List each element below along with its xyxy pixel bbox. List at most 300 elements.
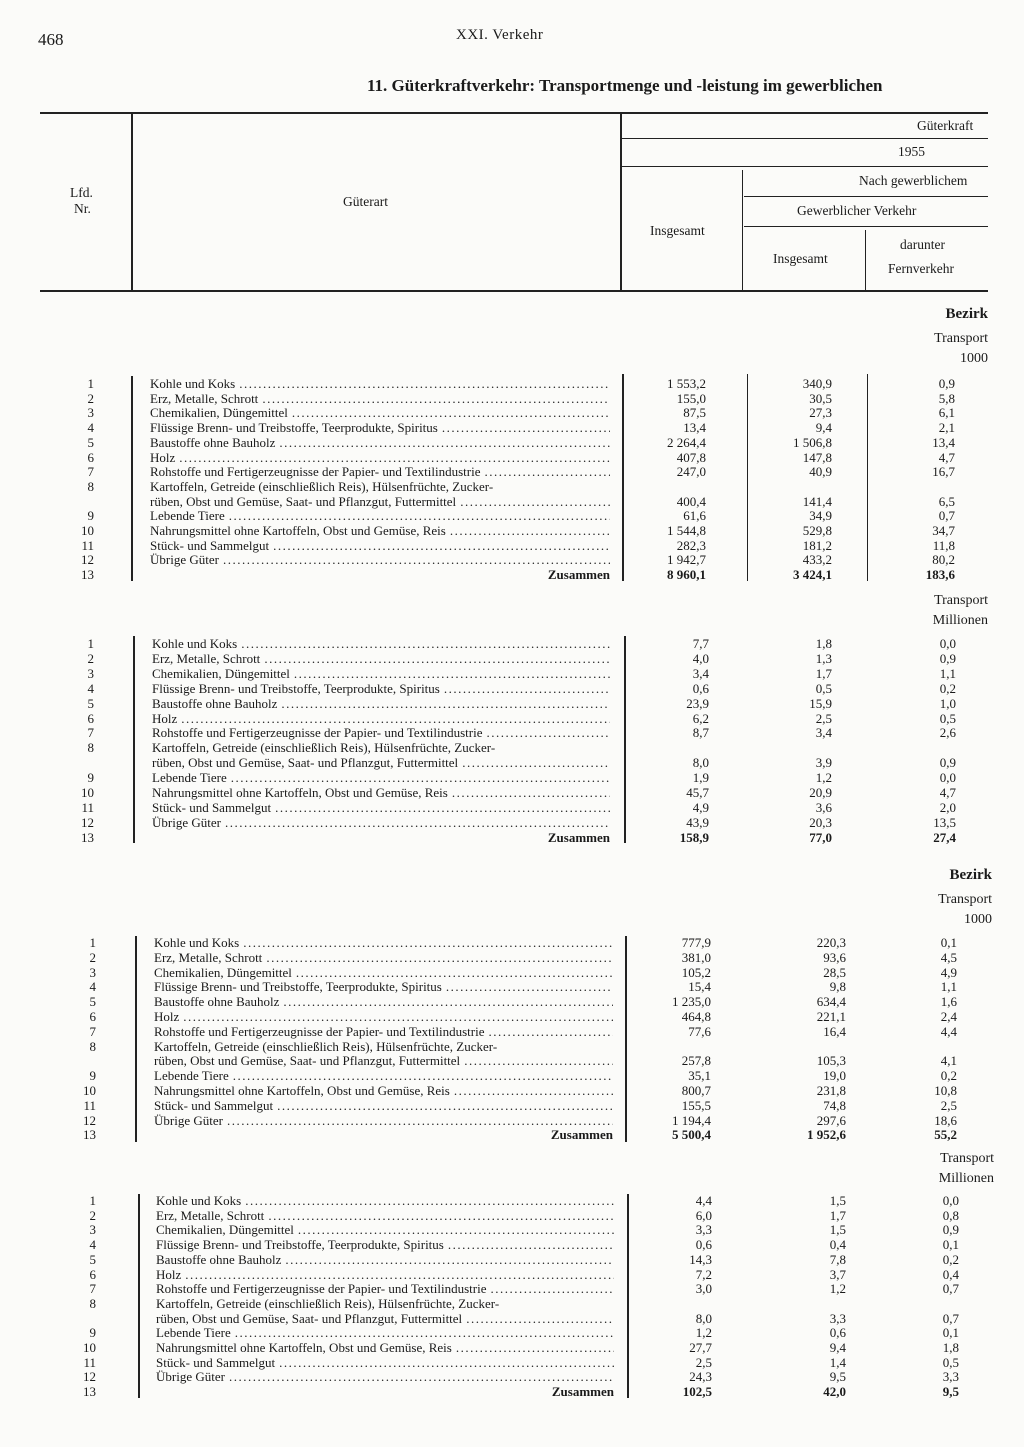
goods-label-text: Chemikalien, Düngemittel xyxy=(150,405,288,421)
table-row xyxy=(0,979,1024,994)
table-row xyxy=(0,770,1024,785)
value-insgesamt: 13,4 xyxy=(683,420,706,436)
goods-label xyxy=(154,1068,613,1083)
value-gewerblich-insgesamt: 77,0 xyxy=(809,829,832,845)
value-gewerblich-insgesamt: 3,4 xyxy=(815,725,832,741)
value-gewerblich-insgesamt: 1 952,6 xyxy=(807,1127,846,1143)
section-transport: Transport xyxy=(934,593,988,608)
total-label-text: Zusammen xyxy=(547,829,610,845)
value-gewerblich-insgesamt: 28,5 xyxy=(823,964,846,980)
value-insgesamt: 4,9 xyxy=(692,799,709,815)
leader-dots xyxy=(489,1024,613,1039)
goods-label xyxy=(152,711,610,726)
value-insgesamt: 87,5 xyxy=(683,405,706,421)
value-gewerblich-insgesamt: 231,8 xyxy=(816,1083,846,1098)
goods-label xyxy=(152,755,610,770)
table-row xyxy=(0,1267,1024,1282)
value-fernverkehr: 0,9 xyxy=(938,376,955,391)
value-fernverkehr: 0,0 xyxy=(939,636,956,651)
goods-label-text: Baustoffe ohne Bauholz xyxy=(152,695,278,711)
value-fernverkehr: 55,2 xyxy=(934,1127,957,1143)
leader-dots xyxy=(466,1311,614,1326)
table-row xyxy=(0,1098,1024,1113)
table-row xyxy=(0,1193,1024,1208)
row-number: 1 xyxy=(89,935,96,950)
value-fernverkehr: 1,0 xyxy=(939,695,956,711)
leader-dots xyxy=(225,815,610,830)
value-fernverkehr: 13,5 xyxy=(933,814,956,830)
value-gewerblich-insgesamt: 181,2 xyxy=(802,537,832,553)
leader-dots xyxy=(487,725,610,740)
row-number: 11 xyxy=(83,1354,96,1370)
value-insgesamt: 7,2 xyxy=(695,1266,712,1282)
goods-label-text: Holz xyxy=(156,1266,182,1282)
leader-dots xyxy=(464,1053,613,1068)
section-bezirk: Bezirk xyxy=(949,867,992,883)
table-row xyxy=(0,994,1024,1009)
leader-dots xyxy=(239,376,610,391)
goods-label-text: Lebende Tiere xyxy=(154,1068,229,1084)
goods-label xyxy=(154,1083,613,1098)
row-number: 1 xyxy=(87,636,94,651)
value-insgesamt: 257,8 xyxy=(681,1053,711,1069)
goods-label xyxy=(156,1281,614,1296)
value-fernverkehr: 0,7 xyxy=(938,508,955,524)
table-row xyxy=(0,935,1024,950)
value-insgesamt: 14,3 xyxy=(689,1251,712,1267)
value-gewerblich-insgesamt: 9,4 xyxy=(815,420,832,436)
goods-label xyxy=(150,494,610,509)
row-number: 5 xyxy=(89,1251,96,1267)
goods-label-text: rüben, Obst und Gemüse, Saat- und Pflanzgut, Futtermittel xyxy=(156,1310,463,1326)
leader-dots xyxy=(231,770,610,785)
header-gewerblicher-verkehr: Gewerblicher Verkehr xyxy=(797,203,917,218)
row-number: 8 xyxy=(89,1038,96,1054)
row-number: 7 xyxy=(89,1023,96,1039)
value-fernverkehr: 4,7 xyxy=(939,785,956,800)
goods-label xyxy=(156,1340,614,1355)
table-row xyxy=(0,666,1024,681)
value-insgesamt: 8,0 xyxy=(692,755,709,771)
leader-dots xyxy=(183,1009,613,1024)
value-insgesamt: 24,3 xyxy=(689,1369,712,1385)
section-transport: Transport xyxy=(940,1151,994,1166)
goods-label-text: Stück- und Sammelgut xyxy=(150,537,270,553)
value-insgesamt: 3,3 xyxy=(695,1222,712,1238)
goods-label xyxy=(154,979,613,994)
goods-label xyxy=(156,1355,614,1370)
goods-label-text: Holz xyxy=(150,449,176,465)
value-insgesamt: 1 235,0 xyxy=(672,994,711,1010)
goods-label-text: Kartoffeln, Getreide (einschließlich Reis), Hülsenfrüchte, Zucker- xyxy=(154,1038,498,1054)
goods-label xyxy=(156,1237,614,1252)
header-nach-gewerblichem: Nach gewerblichem xyxy=(859,173,968,188)
leader-dots xyxy=(281,696,610,711)
goods-label xyxy=(156,1252,614,1267)
value-gewerblich-insgesamt: 0,5 xyxy=(815,680,832,696)
value-insgesamt: 0,6 xyxy=(692,680,709,696)
table-row xyxy=(0,1222,1024,1237)
value-gewerblich-insgesamt: 7,8 xyxy=(829,1251,846,1267)
goods-label-text: rüben, Obst und Gemüse, Saat- und Pflanzgut, Futtermittel xyxy=(152,755,459,771)
total-label-text: Zusammen xyxy=(550,1127,613,1143)
goods-label xyxy=(156,1325,614,1340)
row-number: 3 xyxy=(89,1222,96,1238)
value-insgesamt: 282,3 xyxy=(676,537,706,553)
leader-dots xyxy=(268,1208,614,1223)
row-number: 10 xyxy=(83,1340,96,1355)
value-insgesamt: 158,9 xyxy=(679,829,709,845)
value-gewerblich-insgesamt: 3,7 xyxy=(829,1266,846,1282)
goods-label xyxy=(150,405,610,420)
table-row xyxy=(0,1113,1024,1128)
total-label-text: Zusammen xyxy=(551,1384,614,1400)
goods-label-text: Kohle und Koks xyxy=(150,376,236,391)
goods-label-text: Kohle und Koks xyxy=(152,636,238,651)
value-gewerblich-insgesamt: 1,7 xyxy=(829,1207,846,1223)
value-insgesamt: 77,6 xyxy=(688,1023,711,1039)
row-number: 3 xyxy=(89,964,96,980)
total-row xyxy=(0,567,1024,582)
value-insgesamt: 45,7 xyxy=(686,785,709,800)
total-label xyxy=(150,567,610,582)
row-number: 6 xyxy=(89,1009,96,1024)
table-row xyxy=(0,711,1024,726)
value-gewerblich-insgesamt: 1,5 xyxy=(829,1222,846,1238)
value-fernverkehr: 1,6 xyxy=(940,994,957,1010)
goods-label-text: Erz, Metalle, Schrott xyxy=(156,1207,265,1223)
value-gewerblich-insgesamt: 1,4 xyxy=(829,1354,846,1370)
table-row xyxy=(0,1355,1024,1370)
row-number: 5 xyxy=(89,994,96,1010)
value-insgesamt: 105,2 xyxy=(681,964,711,980)
leader-dots xyxy=(273,538,610,553)
goods-label xyxy=(154,1113,613,1128)
goods-label-text: Flüssige Brenn- und Treibstoffe, Teerprodukte, Spiritus xyxy=(154,979,442,995)
leader-dots xyxy=(185,1267,614,1282)
goods-label-text: Kohle und Koks xyxy=(156,1193,242,1208)
goods-label-text: Flüssige Brenn- und Treibstoffe, Teerprodukte, Spiritus xyxy=(150,420,438,436)
value-insgesamt: 35,1 xyxy=(688,1068,711,1084)
header-gv-insgesamt: Insgesamt xyxy=(773,251,828,266)
value-gewerblich-insgesamt: 1,2 xyxy=(829,1281,846,1297)
value-fernverkehr: 1,1 xyxy=(940,979,957,995)
row-number: 6 xyxy=(87,449,94,465)
goods-label-text: Übrige Güter xyxy=(154,1112,223,1128)
value-insgesamt: 7,7 xyxy=(692,636,709,651)
value-gewerblich-insgesamt: 221,1 xyxy=(816,1009,846,1024)
value-insgesamt: 5 500,4 xyxy=(672,1127,711,1143)
value-insgesamt: 1,9 xyxy=(692,770,709,786)
value-gewerblich-insgesamt: 141,4 xyxy=(802,493,832,509)
goods-label xyxy=(156,1193,614,1208)
goods-label xyxy=(152,785,610,800)
leader-dots xyxy=(448,1237,614,1252)
goods-label xyxy=(152,800,610,815)
value-gewerblich-insgesamt: 9,5 xyxy=(829,1369,846,1385)
section-transport: Transport xyxy=(938,892,992,907)
value-gewerblich-insgesamt: 93,6 xyxy=(823,949,846,965)
value-fernverkehr: 4,7 xyxy=(938,449,955,465)
value-fernverkehr: 34,7 xyxy=(932,523,955,538)
goods-label xyxy=(152,740,610,755)
goods-label xyxy=(156,1369,614,1384)
goods-label xyxy=(152,651,610,666)
value-insgesamt: 1 194,4 xyxy=(672,1112,711,1128)
value-insgesamt: 102,5 xyxy=(682,1384,712,1400)
row-number: 4 xyxy=(89,979,96,995)
leader-dots xyxy=(279,1355,614,1370)
goods-label-text: Nahrungsmittel ohne Kartoffeln, Obst und Gemüse, Reis xyxy=(152,785,448,800)
goods-label xyxy=(154,950,613,965)
row-number: 11 xyxy=(81,537,94,553)
table-row xyxy=(0,651,1024,666)
row-number: 5 xyxy=(87,434,94,450)
section-unit: Millionen xyxy=(938,1171,994,1186)
leader-dots xyxy=(241,636,610,651)
goods-label-text: Flüssige Brenn- und Treibstoffe, Teerprodukte, Spiritus xyxy=(156,1237,444,1253)
leader-dots xyxy=(277,1098,613,1113)
goods-label xyxy=(156,1222,614,1237)
value-gewerblich-insgesamt: 1,2 xyxy=(815,770,832,786)
value-gewerblich-insgesamt: 19,0 xyxy=(823,1068,846,1084)
leader-dots xyxy=(450,523,610,538)
value-insgesamt: 6,0 xyxy=(695,1207,712,1223)
goods-label-text: Erz, Metalle, Schrott xyxy=(152,650,261,666)
table-row xyxy=(0,552,1024,567)
row-number: 13 xyxy=(81,829,94,845)
goods-label-text: Lebende Tiere xyxy=(152,770,227,786)
leader-dots xyxy=(456,1340,614,1355)
goods-label-text: Baustoffe ohne Bauholz xyxy=(150,434,276,450)
row-number: 8 xyxy=(87,740,94,756)
table-row xyxy=(0,785,1024,800)
value-gewerblich-insgesamt: 0,6 xyxy=(829,1325,846,1341)
leader-dots xyxy=(179,450,610,465)
value-fernverkehr: 0,9 xyxy=(939,755,956,771)
goods-label-text: Kohle und Koks xyxy=(154,935,240,950)
value-gewerblich-insgesamt: 3,6 xyxy=(815,799,832,815)
value-fernverkehr: 1,1 xyxy=(939,665,956,681)
value-insgesamt: 43,9 xyxy=(686,814,709,830)
goods-label-text: Holz xyxy=(154,1009,180,1024)
value-gewerblich-insgesamt: 3 424,1 xyxy=(793,567,832,583)
goods-label xyxy=(152,815,610,830)
goods-label-text: Übrige Güter xyxy=(152,814,221,830)
section-transport: Transport xyxy=(934,331,988,346)
goods-label-text: Kartoffeln, Getreide (einschließlich Reis), Hülsenfrüchte, Zucker- xyxy=(152,740,496,756)
goods-label-text: Holz xyxy=(152,710,178,726)
value-gewerblich-insgesamt: 105,3 xyxy=(816,1053,846,1069)
value-fernverkehr: 0,7 xyxy=(942,1281,959,1297)
table-row xyxy=(0,464,1024,479)
table-row xyxy=(0,636,1024,651)
goods-label xyxy=(154,1053,613,1068)
row-number: 10 xyxy=(83,1083,96,1098)
value-fernverkehr: 27,4 xyxy=(933,829,956,845)
table-row xyxy=(0,1281,1024,1296)
goods-label xyxy=(150,420,610,435)
value-gewerblich-insgesamt: 220,3 xyxy=(816,935,846,950)
row-number: 8 xyxy=(89,1295,96,1311)
value-fernverkehr: 13,4 xyxy=(932,434,955,450)
value-fernverkehr: 4,9 xyxy=(940,964,957,980)
value-insgesamt: 247,0 xyxy=(676,464,706,480)
row-number: 3 xyxy=(87,665,94,681)
row-number: 1 xyxy=(89,1193,96,1208)
value-insgesamt: 8,7 xyxy=(692,725,709,741)
goods-label xyxy=(154,1039,613,1054)
header-gueterkraft: Güterkraft xyxy=(917,118,974,133)
leader-dots xyxy=(229,1369,614,1384)
table-row xyxy=(0,1053,1024,1068)
table-row xyxy=(0,1311,1024,1326)
row-number: 13 xyxy=(81,567,94,583)
row-number: 4 xyxy=(87,680,94,696)
total-row xyxy=(0,830,1024,845)
value-fernverkehr: 2,6 xyxy=(939,725,956,741)
value-insgesamt: 4,4 xyxy=(695,1193,712,1208)
table-row xyxy=(0,681,1024,696)
header-gueterart: Güterart xyxy=(343,194,388,209)
leader-dots xyxy=(235,1325,614,1340)
table-row xyxy=(0,725,1024,740)
goods-label xyxy=(150,538,610,553)
goods-label xyxy=(156,1208,614,1223)
table-row xyxy=(0,405,1024,420)
row-number: 9 xyxy=(87,508,94,524)
value-fernverkehr: 4,1 xyxy=(940,1053,957,1069)
leader-dots xyxy=(245,1193,614,1208)
value-insgesamt: 381,0 xyxy=(681,949,711,965)
value-insgesamt: 777,9 xyxy=(681,935,711,950)
goods-label xyxy=(154,994,613,1009)
leader-dots xyxy=(266,950,613,965)
goods-label xyxy=(150,376,610,391)
row-number: 7 xyxy=(89,1281,96,1297)
header-year: 1955 xyxy=(898,144,925,159)
table-row xyxy=(0,1039,1024,1054)
table-row xyxy=(0,1296,1024,1311)
row-number: 7 xyxy=(87,725,94,741)
value-insgesamt: 27,7 xyxy=(689,1340,712,1355)
goods-label-text: Stück- und Sammelgut xyxy=(154,1097,274,1113)
value-fernverkehr: 1,8 xyxy=(942,1340,959,1355)
goods-label xyxy=(150,435,610,450)
row-number: 6 xyxy=(87,710,94,726)
value-insgesamt: 155,0 xyxy=(676,390,706,406)
value-insgesamt: 8,0 xyxy=(695,1310,712,1326)
value-fernverkehr: 6,5 xyxy=(938,493,955,509)
goods-label xyxy=(154,965,613,980)
value-insgesamt: 155,5 xyxy=(681,1097,711,1113)
goods-label-text: Rohstoffe und Fertigerzeugnisse der Papier- und Textilindustrie xyxy=(154,1023,485,1039)
table-row xyxy=(0,755,1024,770)
header-darunter: darunter xyxy=(900,237,945,252)
value-gewerblich-insgesamt: 9,4 xyxy=(829,1340,846,1355)
goods-label xyxy=(150,391,610,406)
table-row xyxy=(0,435,1024,450)
value-gewerblich-insgesamt: 1 506,8 xyxy=(793,434,832,450)
goods-label-text: Erz, Metalle, Schrott xyxy=(154,949,263,965)
goods-label xyxy=(150,450,610,465)
row-number: 4 xyxy=(87,420,94,436)
goods-label xyxy=(154,1024,613,1039)
row-number: 4 xyxy=(89,1237,96,1253)
value-fernverkehr: 2,1 xyxy=(938,420,955,436)
row-number: 2 xyxy=(87,650,94,666)
value-gewerblich-insgesamt: 27,3 xyxy=(809,405,832,421)
goods-label-text: Nahrungsmittel ohne Kartoffeln, Obst und Gemüse, Reis xyxy=(150,523,446,538)
leader-dots xyxy=(262,391,610,406)
goods-label-text: Rohstoffe und Fertigerzeugnisse der Papier- und Textilindustrie xyxy=(152,725,483,741)
value-fernverkehr: 0,7 xyxy=(942,1310,959,1326)
goods-label-text: Baustoffe ohne Bauholz xyxy=(156,1251,282,1267)
goods-label xyxy=(152,725,610,740)
leader-dots xyxy=(264,651,610,666)
leader-dots xyxy=(462,755,610,770)
row-number: 3 xyxy=(87,405,94,421)
table-row xyxy=(0,391,1024,406)
value-gewerblich-insgesamt: 147,8 xyxy=(802,449,832,465)
value-fernverkehr: 0,5 xyxy=(942,1354,959,1370)
row-number: 1 xyxy=(87,376,94,391)
table-row xyxy=(0,1024,1024,1039)
table-row xyxy=(0,815,1024,830)
goods-label-text: Nahrungsmittel ohne Kartoffeln, Obst und Gemüse, Reis xyxy=(154,1083,450,1098)
goods-label-text: Erz, Metalle, Schrott xyxy=(150,390,259,406)
value-fernverkehr: 0,1 xyxy=(940,935,957,950)
table-row xyxy=(0,1340,1024,1355)
table-row xyxy=(0,450,1024,465)
goods-label-text: Kartoffeln, Getreide (einschließlich Reis), Hülsenfrüchte, Zucker- xyxy=(156,1295,500,1311)
goods-label-text: Übrige Güter xyxy=(156,1369,225,1385)
header-nr: Nr. xyxy=(74,201,91,216)
row-number: 8 xyxy=(87,478,94,494)
value-gewerblich-insgesamt: 340,9 xyxy=(802,376,832,391)
table-row xyxy=(0,1083,1024,1098)
goods-label-text: Lebende Tiere xyxy=(156,1325,231,1341)
table-row xyxy=(0,1369,1024,1384)
value-fernverkehr: 5,8 xyxy=(938,390,955,406)
value-fernverkehr: 0,1 xyxy=(942,1325,959,1341)
table-row xyxy=(0,494,1024,509)
goods-label xyxy=(154,1009,613,1024)
goods-label xyxy=(152,666,610,681)
value-insgesamt: 3,0 xyxy=(695,1281,712,1297)
value-fernverkehr: 4,4 xyxy=(940,1023,957,1039)
goods-label-text: Stück- und Sammelgut xyxy=(156,1354,276,1370)
goods-label xyxy=(156,1296,614,1311)
value-fernverkehr: 2,4 xyxy=(940,1009,957,1024)
value-fernverkehr: 6,1 xyxy=(938,405,955,421)
value-gewerblich-insgesamt: 0,4 xyxy=(829,1237,846,1253)
value-gewerblich-insgesamt: 529,8 xyxy=(802,523,832,538)
total-label xyxy=(156,1384,614,1399)
value-fernverkehr: 0,9 xyxy=(939,650,956,666)
value-insgesamt: 407,8 xyxy=(676,449,706,465)
value-gewerblich-insgesamt: 433,2 xyxy=(802,552,832,568)
leader-dots xyxy=(233,1068,613,1083)
table-row xyxy=(0,740,1024,755)
value-gewerblich-insgesamt: 2,5 xyxy=(815,710,832,726)
total-label xyxy=(154,1127,613,1142)
total-row xyxy=(0,1384,1024,1399)
leader-dots xyxy=(292,405,610,420)
value-insgesamt: 3,4 xyxy=(692,665,709,681)
goods-label xyxy=(150,508,610,523)
leader-dots xyxy=(460,494,610,509)
